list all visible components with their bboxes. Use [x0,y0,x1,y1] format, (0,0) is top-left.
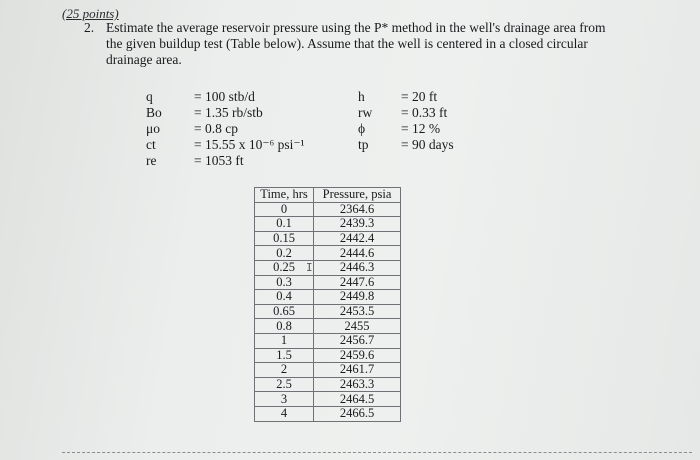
pressure-cell: 2463.3 [314,377,401,392]
time-cell: 4 [255,406,314,421]
param-value: = 100 stb/d [194,89,255,104]
parameters-right [358,89,508,159]
text-cursor-icon: I [306,261,313,274]
param-symbol: ct [146,137,156,152]
table-row [255,377,401,392]
param-value: = 1053 ft [194,153,244,168]
pressure-cell: 2364.6 [314,202,401,217]
pressure-cell: 2453.5 [314,304,401,319]
table-row [255,246,401,261]
table-row [255,392,401,407]
table-row [255,290,401,305]
time-cell: 0.8 [255,319,314,334]
pressure-cell: 2449.8 [314,290,401,305]
param-value: = 90 days [401,137,454,152]
column-header-pressure: Pressure, psia [314,188,401,203]
column-header-time: Time, hrs [255,188,314,203]
param-symbol: rw [358,105,373,120]
time-cell: 0.15 [255,231,314,246]
param-symbol: ϕ [358,121,366,136]
problem-statement [84,20,624,68]
pressure-cell: 2459.6 [314,348,401,363]
points-label: (25 points) [62,6,119,21]
param-value: = 20 ft [401,89,438,104]
table-row [255,363,401,378]
time-cell: 0.65 [255,304,314,319]
table-row [255,202,401,217]
pressure-cell: 2447.6 [314,275,401,290]
param-value: = 15.55 x 10⁻⁶ psi⁻¹ [194,137,305,152]
param-value: = 0.8 cp [194,121,238,136]
table-header-row [255,188,401,203]
parameters-left [146,89,336,179]
time-cell: 0.1 [255,217,314,232]
pressure-cell: 2455 [314,319,401,334]
time-cell: 0.4 [255,290,314,305]
param-value: = 12 % [401,121,441,136]
param-symbol: h [358,89,365,104]
time-cell: 1.5 [255,348,314,363]
pressure-cell: 2446.3 [314,260,401,275]
table-row [255,304,401,319]
table-row [255,275,401,290]
time-cell: 2.5 [255,377,314,392]
table-row [255,333,401,348]
problem-text: Estimate the average reservoir pressure using the P* method in the well's drainage area from the given buildup test (Table below). Assume that the well is centered in a closed circular drainage area. [106,20,606,67]
pressure-cell: 2464.5 [314,392,401,407]
page-divider [62,452,692,453]
table-row [255,260,401,275]
pressure-cell: 2444.6 [314,246,401,261]
pressure-cell: 2461.7 [314,363,401,378]
param-symbol: μo [146,121,160,136]
time-cell: 1 [255,333,314,348]
pressure-cell: 2466.5 [314,406,401,421]
problem-number: 2. [84,20,95,35]
param-value: = 0.33 ft [401,105,448,120]
buildup-test-table [254,187,401,422]
table-row [255,406,401,421]
table-row [255,319,401,334]
time-cell: 0.2 [255,246,314,261]
time-cell: 0.25 [255,260,314,275]
param-symbol: tp [358,137,369,152]
pressure-cell: 2456.7 [314,333,401,348]
param-symbol: re [146,153,157,168]
pressure-cell: 2439.3 [314,217,401,232]
time-cell: 0.3 [255,275,314,290]
time-cell: 0 [255,202,314,217]
param-symbol: Bo [146,105,162,120]
time-cell: 3 [255,392,314,407]
param-symbol: q [146,89,153,104]
table-row [255,348,401,363]
pressure-cell: 2442.4 [314,231,401,246]
param-value: = 1.35 rb/stb [194,105,263,120]
time-cell: 2 [255,363,314,378]
table-row [255,217,401,232]
table-row [255,231,401,246]
